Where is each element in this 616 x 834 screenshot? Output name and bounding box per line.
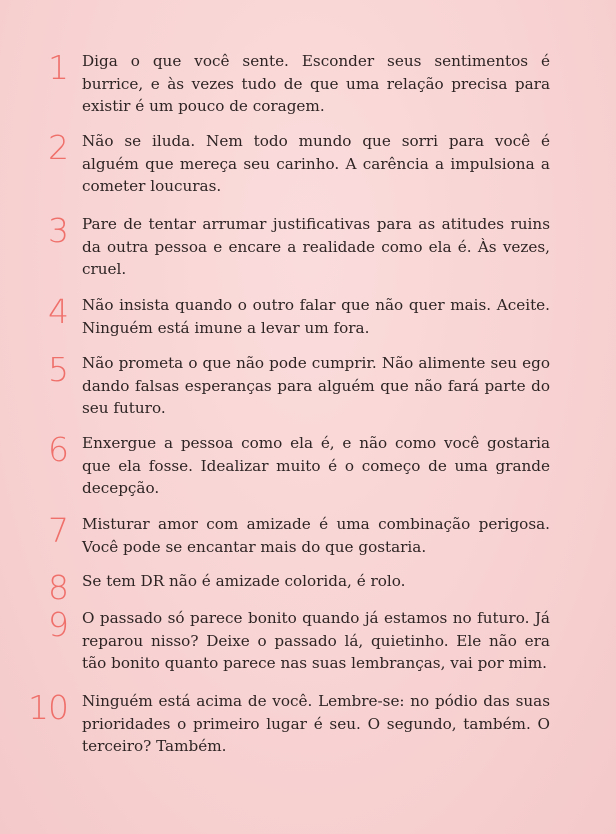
item-text: Ninguém está acima de você. Lembre-se: no pódio das suas prioridades o primeiro lugar é seu. O segundo, também. O terceiro? Também. bbox=[82, 692, 550, 755]
item-number: 8 bbox=[48, 568, 68, 607]
item-number: 2 bbox=[48, 128, 68, 167]
item-text: Não se iluda. Nem todo mundo que sorri para você é alguém que mereça seu carinho. A carência a impulsiona a cometer loucuras. bbox=[82, 132, 550, 195]
item-number: 4 bbox=[48, 292, 68, 331]
item-number: 10 bbox=[28, 688, 68, 727]
item-number: 5 bbox=[48, 350, 68, 389]
item-number: 7 bbox=[48, 511, 68, 550]
list-item bbox=[0, 688, 616, 768]
item-number: 3 bbox=[48, 211, 68, 250]
numbered-list bbox=[0, 48, 616, 768]
item-text: Não prometa o que não pode cumprir. Não alimente seu ego dando falsas esperanças para alguém que não fará parte do seu futuro. bbox=[82, 354, 550, 417]
item-number: 1 bbox=[48, 48, 68, 87]
item-number: 6 bbox=[48, 430, 68, 469]
list-item bbox=[0, 605, 616, 688]
item-text: Misturar amor com amizade é uma combinação perigosa. Você pode se encantar mais do que gostaria. bbox=[82, 515, 550, 556]
list-item bbox=[0, 128, 616, 211]
item-text: O passado só parece bonito quando já estamos no futuro. Já reparou nisso? Deixe o passado lá, quietinho. Ele não era tão bonito quanto parece nas suas lembranças, vai por mim. bbox=[82, 609, 550, 672]
item-text: Pare de tentar arrumar justificativas para as atitudes ruins da outra pessoa e encare a realidade como ela é. Às vezes, cruel. bbox=[82, 215, 550, 278]
list-item bbox=[0, 211, 616, 292]
list-item bbox=[0, 292, 616, 350]
item-text: Se tem DR não é amizade colorida, é rolo. bbox=[82, 572, 406, 590]
item-text: Diga o que você sente. Esconder seus sentimentos é burrice, e às vezes tudo de que uma relação precisa para existir é um pouco de coragem. bbox=[82, 52, 550, 115]
list-item bbox=[0, 511, 616, 568]
item-text: Enxergue a pessoa como ela é, e não como você gostaria que ela fosse. Idealizar muito é o começo de uma grande decepção. bbox=[82, 434, 550, 497]
list-item bbox=[0, 430, 616, 511]
item-text: Não insista quando o outro falar que não quer mais. Aceite. Ninguém está imune a levar um fora. bbox=[82, 296, 550, 337]
list-item bbox=[0, 48, 616, 128]
list-item bbox=[0, 350, 616, 430]
list-item bbox=[0, 568, 616, 605]
item-number: 9 bbox=[48, 605, 68, 644]
